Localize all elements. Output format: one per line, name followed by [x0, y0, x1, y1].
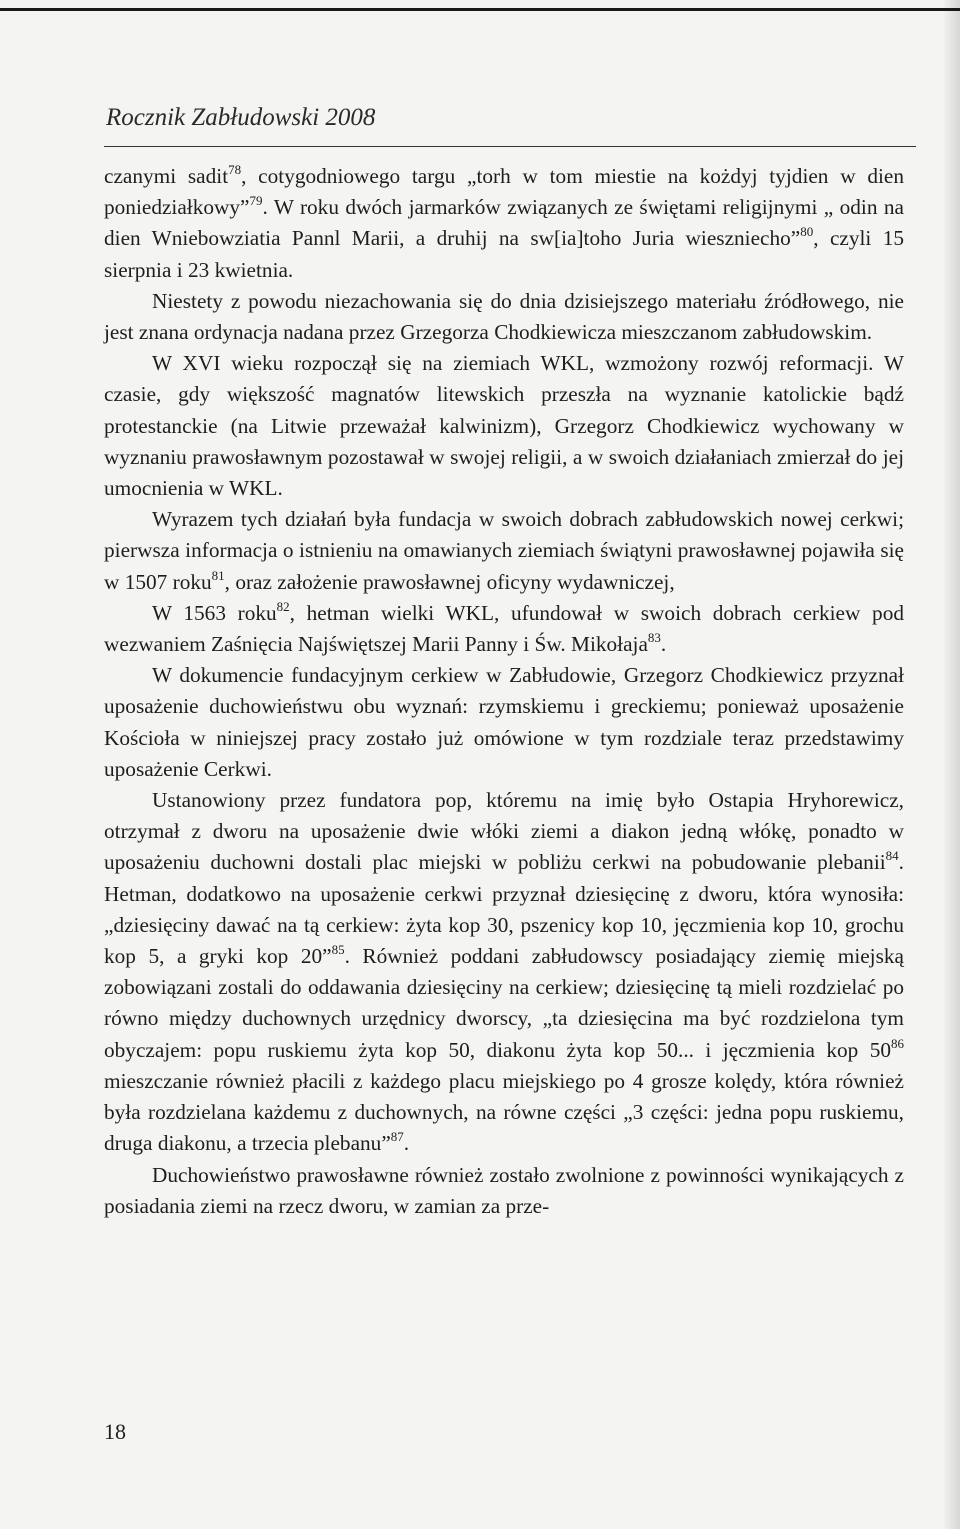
footnote-ref: 87: [390, 1129, 404, 1145]
text-run: W dokumencie fundacyjnym cerkiew w Zabłudowie, Grzegorz Chodkiewicz przyznał uposażenie duchowieństwu obu wyznań: rzymskiemu i greckiemu; ponieważ uposażenie Kościoła w niniejszej pracy zostało już omówione w tym rozdziale teraz przedstawimy uposażenie Cerkwi.: [104, 663, 904, 781]
text-run: W 1563 roku: [152, 600, 277, 625]
paragraph: [104, 348, 904, 504]
text-run: , czyli 15 sierpnia i 23 kwietnia.: [104, 226, 904, 282]
text-run: czanymi sadit: [104, 164, 229, 188]
text-run: . Hetman, dodatkowo na uposażenie cerkwi przyznał dziesięcinę z dworu, która wynosiła: „dziesięciny dawać na tą cerkiew: żyta kop 30, pszenicy kop 10, jęczmienia kop 10, grochu kop 5, a gryki kop 20”: [104, 850, 904, 969]
paragraph: [104, 660, 904, 785]
paragraph: [104, 785, 904, 1159]
text-run: , oraz założenie prawosławnej oficyny wydawniczej,: [224, 569, 675, 594]
main-text: [104, 161, 904, 1222]
running-head: Rocznik Zabłudowski 2008: [106, 104, 376, 131]
footnote-ref: 86: [891, 1035, 904, 1051]
paragraph: [104, 161, 904, 286]
text-run: Wyrazem tych działań była fundacja w swoich dobrach zabłudowskich nowej cerkwi; pierwsza informacja o istnieniu na omawianych ziemiach świątyni prawosławnej pojawiła się w 1507 roku: [104, 507, 904, 594]
text-run: .: [403, 1131, 410, 1156]
page-edge-shadow: [942, 0, 960, 1529]
footnote-ref: 80: [800, 224, 814, 240]
text-run: , cotygodniowego targu „torh w tom miestie na kożdyj tyjdien w dien poniedziałkowy”: [104, 164, 904, 220]
text-run: .: [660, 632, 667, 657]
header-rule: [104, 146, 916, 147]
paragraph: [104, 1160, 904, 1222]
footnote-ref: 84: [885, 848, 899, 864]
text-run: Niestety z powodu niezachowania się do dnia dzisiejszego materiału źródłowego, nie jest znana ordynacja nadana przez Grzegorza Chodkiewicza mieszczanom zabłudowskim.: [104, 288, 904, 345]
text-run: mieszczanie również płacili z każdego placu miejskiego po 4 grosze kolędy, która również była rozdzielana każdemu z duchownych, na równe części „3 części: jedna popu ruskiemu, druga diakonu, a trzecia plebanu”: [104, 1068, 904, 1156]
paragraph: [104, 504, 904, 598]
footnote-ref: 81: [211, 567, 225, 583]
footnote-ref: 83: [647, 630, 661, 646]
text-run: Ustanowiony przez fundatora pop, któremu na imię było Ostapia Hryhorewicz, otrzymał z dworu na uposażenie dwie włóki ziemi a diakon jedną włókę, ponadto w uposażeniu duchowni dostali plac miejski w pobliżu cerkwi na pobudowanie plebanii: [104, 788, 904, 875]
page-number: 18: [104, 1419, 126, 1444]
footnote-ref: 85: [331, 942, 345, 958]
footnote-ref: 79: [249, 193, 263, 209]
paragraph: [104, 286, 904, 348]
text-run: , hetman wielki WKL, ufundował w swoich dobrach cerkiew pod wezwaniem Zaśnięcia Najświętszej Marii Panny i Św. Mikołaja: [104, 600, 904, 657]
text-run: W XVI wieku rozpoczął się na ziemiach WKL, wzmożony rozwój reformacji. W czasie, gdy większość magnatów litewskich przeszła na wyznanie katolickie bądź protestanckie (na Litwie przeważał kalwinizm), Grzegorz Chodkiewicz wychowany w wyznaniu prawosławnym pozostawał w swojej religii, a w swoich działaniach zmierzał do jej umocnienia w WKL.: [104, 351, 904, 501]
text-run: . Również poddani zabłudowscy posiadający ziemię miejską zobowiązani zostali do oddawania dziesięciny na cerkiew; dziesięcinę tą mieli rozdzielać po równo między duchownych urzędnicy dworscy, „ta dziesięcina ma być rozdzielona tym obyczajem: popu ruskiemu żyta kop 50, diakonu żyta kop 50... i jęczmienia kop 50: [104, 944, 904, 1062]
text-run: . W roku dwóch jarmarków związanych ze świętami religijnymi „ odin na dien Wniebowziatia Pannl Marii, a druhij na sw[ia]toho Juria wieszniecho”: [104, 195, 904, 251]
text-run: Duchowieństwo prawosławne również zostało zwolnione z powinności wynikających z posiadania ziemi na rzecz dworu, w zamian za prze-: [104, 1162, 904, 1218]
top-edge-rule: [0, 8, 960, 11]
footnote-ref: 82: [276, 598, 290, 614]
footnote-ref: 78: [228, 162, 242, 177]
paragraph: [104, 598, 904, 660]
